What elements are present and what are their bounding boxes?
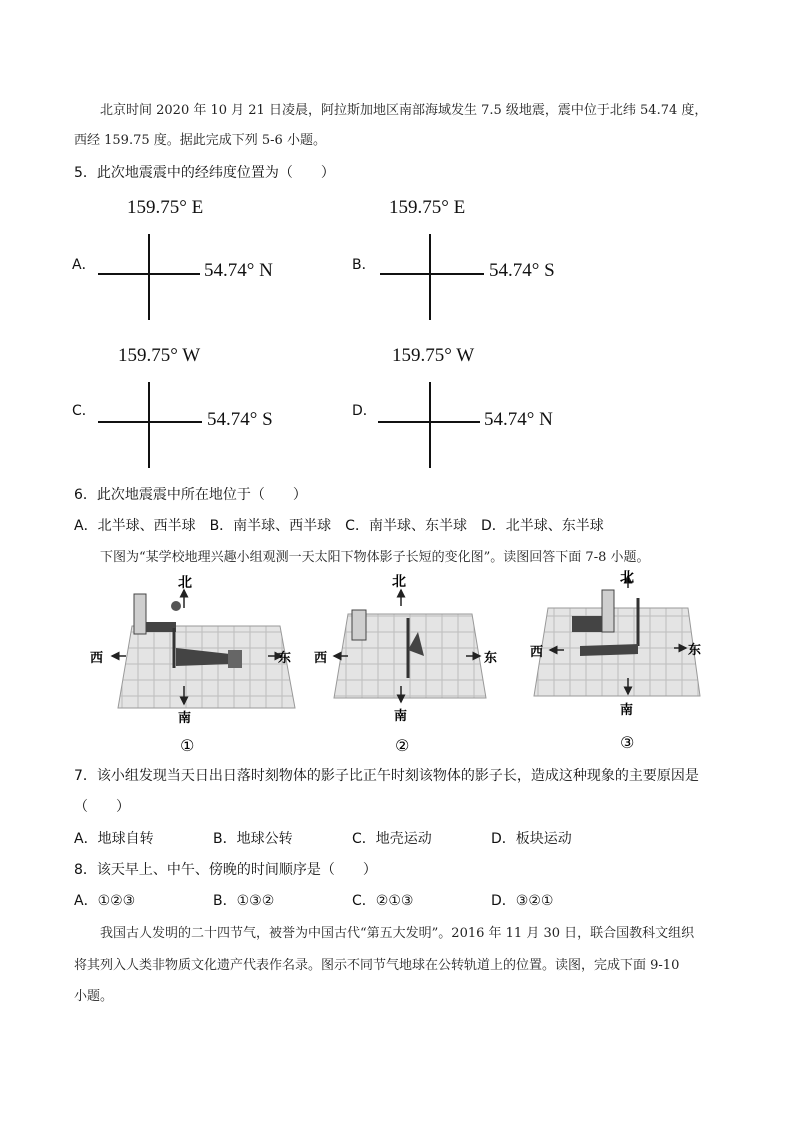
question-8-option-d: D．③②①: [491, 893, 554, 909]
question-6-options: A．北半球、西半球 B．南半球、西半球 C．南半球、东半球 D．北半球、东半球: [74, 518, 604, 534]
question-5-stem: 5．此次地震震中的经纬度位置为（ ）: [74, 165, 335, 181]
question-7-option-a: A．地球自转: [74, 831, 154, 847]
option-c-latitude: 54.74° S: [207, 409, 273, 430]
option-a-longitude: 159.75° E: [127, 197, 204, 218]
option-b-meridian-line: [429, 234, 431, 320]
north-label: 北: [392, 574, 406, 590]
option-a-parallel-line: [98, 273, 200, 275]
panel-3: [530, 570, 701, 752]
option-c-parallel-line: [98, 421, 202, 423]
option-d-parallel-line: [378, 421, 480, 423]
building-icon: [602, 590, 614, 632]
question-7-paren: （ ）: [74, 799, 130, 815]
option-c-meridian-line: [148, 382, 150, 468]
building-icon: [352, 610, 366, 640]
north-label: 北: [620, 570, 634, 586]
south-label: 南: [394, 709, 408, 724]
west-label: 西: [90, 651, 104, 666]
question-8-stem: 8．该天早上、中午、傍晚的时间顺序是（ ）: [74, 862, 377, 878]
east-label: 东: [278, 651, 292, 666]
panel-1-label: ①: [180, 736, 195, 755]
option-a-meridian-line: [148, 234, 150, 320]
option-c-longitude: 159.75° W: [118, 345, 201, 366]
south-label: 南: [178, 711, 192, 726]
panel-3-label: ③: [620, 733, 635, 752]
question-7-option-c: C．地壳运动: [352, 831, 432, 847]
option-b-parallel-line: [380, 273, 484, 275]
option-b-longitude: 159.75° E: [389, 197, 466, 218]
intro-text-solar-terms-line3: 小题。: [74, 989, 114, 1004]
option-a-latitude: 54.74° N: [204, 260, 273, 281]
option-d-meridian-line: [429, 382, 431, 468]
east-label: 东: [688, 643, 702, 658]
option-d-label: D．: [352, 403, 377, 419]
intro-text-line2: 西经 159.75 度。据此完成下列 5-6 小题。: [74, 133, 326, 148]
question-7-stem: 7．该小组发现当天日出日落时刻物体的影子比正午时刻该物体的影子长，造成这种现象的主要原因是: [74, 768, 699, 784]
panel-2: [314, 574, 497, 755]
question-8-option-a: A．①②③: [74, 893, 136, 909]
south-label: 南: [620, 703, 634, 718]
question-6-stem: 6．此次地震震中所在地位于（ ）: [74, 487, 307, 503]
question-8-option-b: B．①③②: [213, 893, 275, 909]
question-7-option-d: D．板块运动: [491, 831, 572, 847]
shadow-3: [580, 644, 638, 656]
shadow-observation-figure: [90, 568, 710, 760]
intro-text-solar-terms-line1: 我国古人发明的二十四节气，被誉为中国古代“第五大发明”。2016 年 11 月 30 日，联合国教科文组织: [100, 926, 695, 941]
north-label: 北: [178, 575, 192, 591]
panel-2-label: ②: [395, 736, 410, 755]
building-icon: [134, 594, 146, 634]
intro-text-figure: 下图为“某学校地理兴趣小组观测一天太阳下物体影子长短的变化图”。读图回答下面 7-8 小题。: [100, 550, 650, 565]
option-d-latitude: 54.74° N: [484, 409, 553, 430]
option-d-longitude: 159.75° W: [392, 345, 475, 366]
option-b-label: B．: [352, 257, 376, 273]
option-b-latitude: 54.74° S: [489, 260, 555, 281]
option-c-label: C．: [72, 403, 96, 419]
intro-text-line1: 北京时间 2020 年 10 月 21 日凌晨，阿拉斯加地区南部海域发生 7.5 级地震，震中位于北纬 54.74 度，: [100, 103, 708, 118]
question-8-option-c: C．②①③: [352, 893, 414, 909]
intro-text-solar-terms-line2: 将其列入人类非物质文化遗产代表作名录。图示不同节气地球在公转轨道上的位置。读图，完成下面 9-10: [74, 958, 680, 973]
question-7-option-b: B．地球公转: [213, 831, 293, 847]
west-label: 西: [530, 645, 544, 660]
east-label: 东: [484, 651, 498, 666]
west-label: 西: [314, 651, 328, 666]
panel-1: [90, 575, 295, 755]
option-a-label: A．: [72, 257, 96, 273]
